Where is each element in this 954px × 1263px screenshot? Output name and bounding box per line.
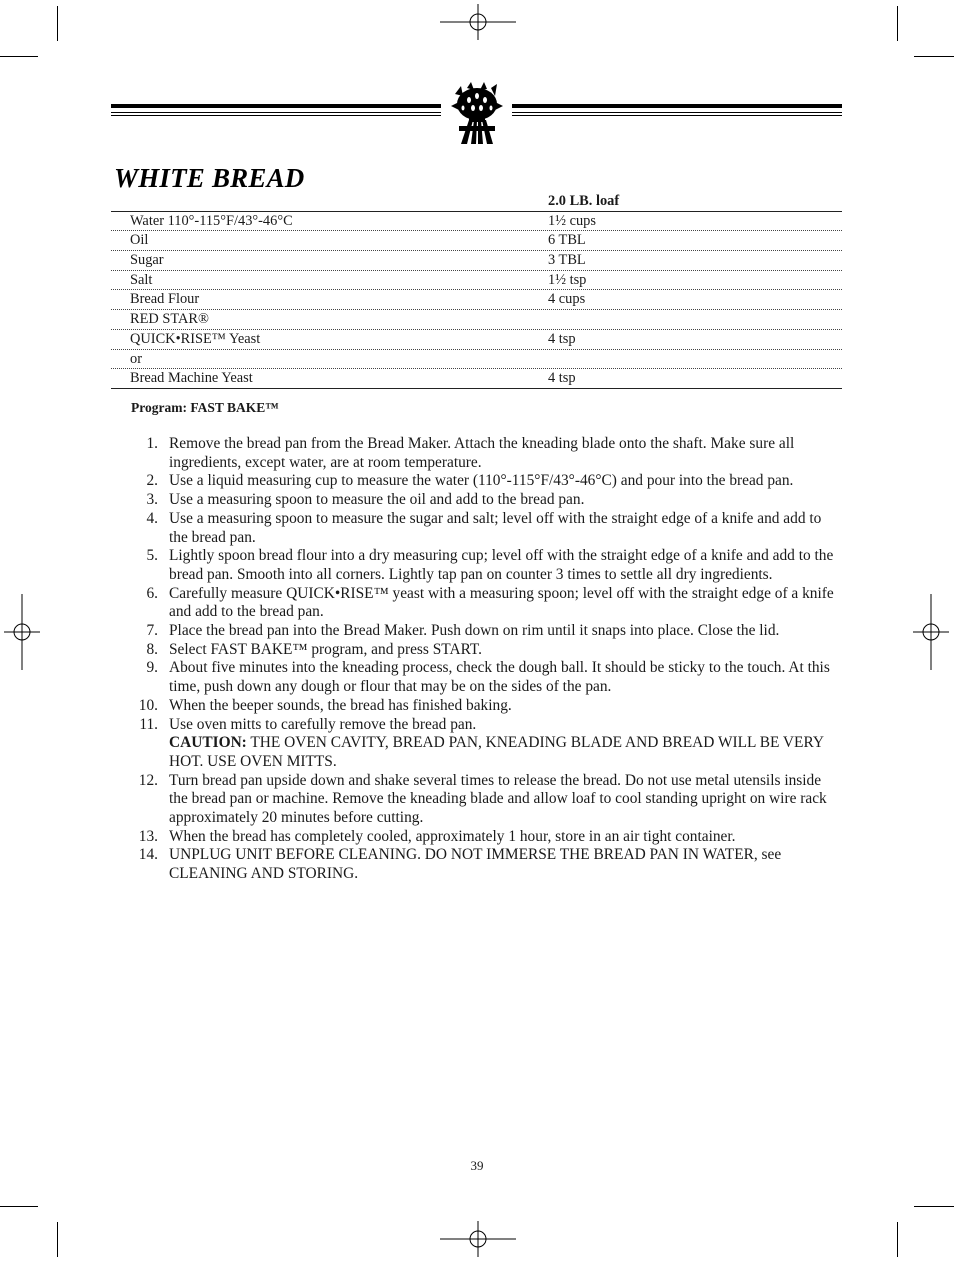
step-text: Use a liquid measuring cup to measure the water (110°-115°F/43°-46°C) and pour into the bread pan. <box>169 472 794 490</box>
header-rule-left <box>111 104 441 118</box>
ingredient-amount: 6 TBL <box>548 232 586 249</box>
list-item <box>131 435 843 472</box>
column-header: 2.0 LB. loaf <box>548 193 620 209</box>
step-text: Use a measuring spoon to measure the sugar and salt; level off with the straight edge of a knife and add to the bread pan. <box>169 509 822 546</box>
table-header-row <box>111 192 842 212</box>
list-item <box>131 772 843 828</box>
ingredient-amount: 3 TBL <box>548 252 586 269</box>
table-row <box>111 290 842 310</box>
ingredient-amount: 1½ cups <box>548 212 596 229</box>
step-text: Carefully measure QUICK•RISE™ yeast with a measuring spoon; level off with the straight edge of a knife and add to the bread pan. <box>169 584 834 621</box>
ingredient-amount: 4 tsp <box>548 370 576 387</box>
step-text: UNPLUG UNIT BEFORE CLEANING. DO NOT IMMERSE THE BREAD PAN IN WATER, see CLEANING AND STORING. <box>169 846 782 883</box>
list-item <box>131 828 843 847</box>
ingredient-name: Bread Flour <box>130 291 200 308</box>
step-text: Turn bread pan upside down and shake several times to release the bread. Do not use metal utensils inside the bread pan or machine. Remove the kneading blade and allow loaf to cool standing upright on wire rack approximately 20 minutes before cutting. <box>169 771 827 827</box>
step-text: Lightly spoon bread flour into a dry measuring cup; level off with the straight edge of a knife and add to the bread pan. Smooth into all corners. Lightly tap pan on counter 3 times to settle all dry ingredients. <box>169 547 834 583</box>
ingredient-name: Water 110°-115°F/43°-46°C <box>130 212 293 229</box>
step-number: 6. <box>146 584 158 602</box>
registration-mark-icon <box>4 594 40 670</box>
table-row <box>111 369 842 389</box>
list-item <box>131 472 843 491</box>
step-number: 4. <box>146 509 158 527</box>
table-row <box>111 212 842 232</box>
step-number: 9. <box>146 659 158 677</box>
wheat-sheaf-icon <box>447 82 507 146</box>
step-text: Place the bread pan into the Bread Maker. Push down on rim until it snaps into place. Close the lid. <box>169 622 780 640</box>
caution-text: THE OVEN CAVITY, BREAD PAN, KNEADING BLADE AND BREAD WILL BE VERY HOT. USE OVEN MITTS. <box>169 734 824 770</box>
step-number: 3. <box>146 491 158 509</box>
step-number: 2. <box>146 472 158 490</box>
list-item <box>131 846 843 883</box>
crop-mark <box>914 56 954 57</box>
step-number: 12. <box>138 771 158 789</box>
step-number: 7. <box>146 622 158 640</box>
step-text: Select FAST BAKE™ program, and press START. <box>169 640 483 658</box>
table-row <box>111 330 842 350</box>
list-item <box>131 491 843 510</box>
step-text: Use oven mitts to carefully remove the bread pan. <box>169 715 477 733</box>
registration-mark-icon <box>440 4 516 40</box>
page-number: 39 <box>470 1158 484 1173</box>
crop-mark <box>897 6 898 41</box>
step-number: 5. <box>146 547 158 565</box>
ingredient-name: Bread Machine Yeast <box>130 370 253 387</box>
crop-mark <box>57 6 58 41</box>
step-text: When the bread has completely cooled, approximately 1 hour, store in an air tight container. <box>169 827 736 845</box>
ingredient-amount: 1½ tsp <box>548 271 587 288</box>
registration-mark-icon <box>913 594 949 670</box>
step-number: 8. <box>146 640 158 658</box>
list-item <box>131 641 843 660</box>
table-row <box>111 350 842 370</box>
ingredients-table <box>111 192 842 389</box>
step-text: Use a measuring spoon to measure the oil and add to the bread pan. <box>169 491 585 509</box>
table-row <box>111 231 842 251</box>
list-item <box>131 716 843 772</box>
crop-mark <box>897 1222 898 1257</box>
step-text: When the beeper sounds, the bread has finished baking. <box>169 696 512 714</box>
crop-mark <box>57 1222 58 1257</box>
step-number: 10. <box>138 696 158 714</box>
table-row <box>111 251 842 271</box>
registration-mark-icon <box>440 1221 516 1257</box>
step-number: 13. <box>138 827 158 845</box>
instruction-list <box>131 435 843 884</box>
step-text: About five minutes into the kneading process, check the dough ball. It should be sticky to the touch. At this time, push down any dough or flour that may be on the sides of the pan. <box>169 659 830 696</box>
ingredient-amount: 4 tsp <box>548 330 576 347</box>
crop-mark <box>914 1206 954 1207</box>
ingredient-name: RED STAR® <box>130 311 209 328</box>
ingredient-name: QUICK•RISE™ Yeast <box>130 330 261 347</box>
list-item <box>131 547 843 584</box>
table-row <box>111 310 842 330</box>
program-label: Program: FAST BAKE™ <box>131 400 279 415</box>
header-rule-right <box>512 104 842 118</box>
page-title: WHITE BREAD <box>114 163 305 193</box>
ingredient-name: Sugar <box>130 252 164 269</box>
step-number: 1. <box>146 435 158 452</box>
caution-label: CAUTION: <box>169 734 247 752</box>
step-number: 14. <box>138 846 158 864</box>
ingredient-amount: 4 cups <box>548 291 586 308</box>
list-item <box>131 659 843 696</box>
list-item <box>131 585 843 622</box>
crop-mark <box>0 56 38 57</box>
step-number: 11. <box>139 715 158 733</box>
crop-mark <box>0 1206 38 1207</box>
table-row <box>111 271 842 291</box>
list-item <box>131 622 843 641</box>
ingredient-name: or <box>130 350 142 367</box>
list-item <box>131 510 843 547</box>
list-item <box>131 697 843 716</box>
ingredient-name: Salt <box>130 271 153 288</box>
step-text: Remove the bread pan from the Bread Maker. Attach the kneading blade onto the shaft. Make sure all ingredients, except water, are at room temperature. <box>169 435 795 471</box>
ingredient-name: Oil <box>130 232 149 249</box>
